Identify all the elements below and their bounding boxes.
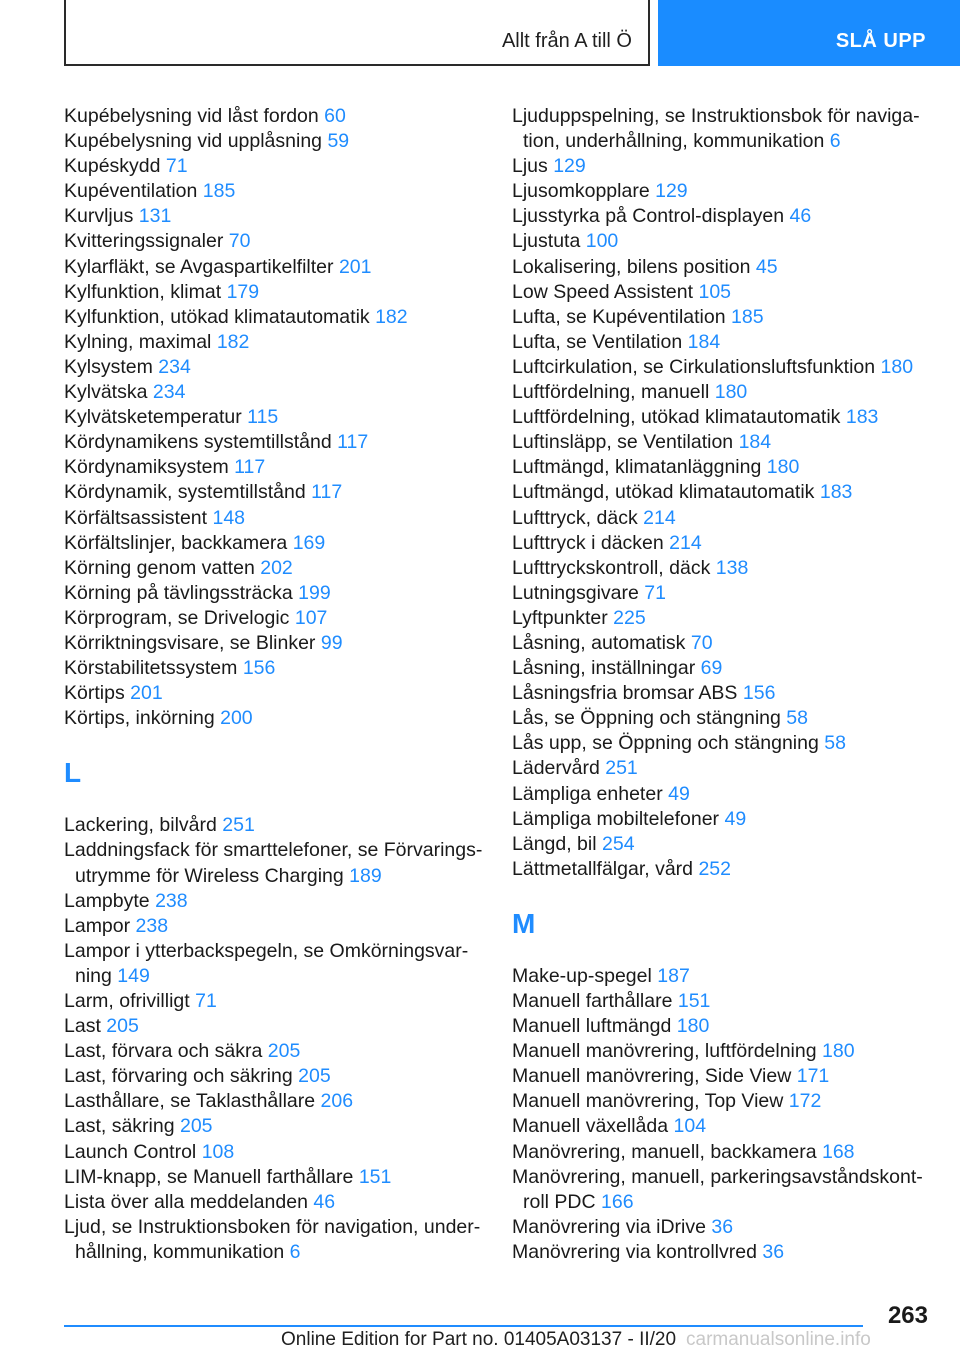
section-title-tab[interactable] — [64, 0, 650, 66]
page-reference-link[interactable]: 183 — [845, 406, 879, 429]
index-entry — [64, 1165, 484, 1190]
index-entry — [512, 964, 932, 989]
page-reference-link[interactable]: 172 — [788, 1090, 822, 1113]
index-entry-text: Lampor i ytterbackspegeln, se Omkörningsvar-ning — [64, 939, 469, 987]
index-entry-text: Luftmängd, klimatanläggning — [512, 456, 762, 479]
index-entry — [64, 681, 484, 706]
page-reference-link[interactable]: 71 — [644, 581, 666, 604]
index-entry — [512, 179, 932, 204]
page-reference-link[interactable]: 183 — [819, 481, 853, 504]
index-entry-text: Kupéventilation — [64, 180, 198, 203]
index-entry-text: Kylvätska — [64, 381, 148, 404]
index-entry-text: Lasthållare, se Taklasthållare — [64, 1090, 316, 1113]
page-reference-link[interactable]: 168 — [821, 1140, 855, 1163]
index-entry — [512, 104, 932, 154]
index-entry-text: Lufta, se Ventilation — [512, 330, 683, 353]
page-reference-link[interactable]: 70 — [690, 631, 713, 654]
page-reference-link[interactable]: 199 — [298, 581, 331, 604]
index-entry — [512, 581, 932, 606]
index-entry-text: Lufta, se Kupéventilation — [512, 305, 726, 328]
index-entry — [64, 1190, 484, 1215]
page-reference-link[interactable]: 180 — [766, 456, 800, 479]
index-entry — [64, 380, 484, 405]
index-entry — [64, 355, 484, 380]
page-reference-link[interactable]: 46 — [789, 205, 812, 228]
page-reference-link[interactable]: 104 — [673, 1115, 707, 1138]
page-number: 263 — [887, 1302, 928, 1329]
page-reference-link[interactable]: 180 — [880, 355, 914, 378]
page-reference-link[interactable]: 99 — [320, 631, 343, 654]
index-entry-text: Körstabilitetssystem — [64, 657, 238, 680]
index-group-m — [512, 964, 932, 1265]
index-entry-text: Kylning, maximal — [64, 330, 212, 353]
page-reference-link[interactable]: 117 — [311, 481, 343, 504]
index-entry-text: Körriktningsvisare, se Blinker — [64, 631, 316, 654]
page-reference-link[interactable]: 117 — [234, 456, 266, 479]
index-entry-text: Manövrering, manuell, parkeringsavståndskont-roll PDC — [512, 1165, 923, 1213]
index-entry — [64, 838, 484, 888]
page-reference-link[interactable]: 234 — [158, 355, 191, 378]
index-entry — [512, 355, 932, 380]
index-entry-text: Lokalisering, bilens position — [512, 255, 751, 278]
index-entry — [512, 1014, 932, 1039]
page-reference-link[interactable]: 184 — [738, 431, 772, 454]
index-entry — [64, 1140, 484, 1165]
index-entry-text: Ljud, se Instruktionsboken för navigation, under-hållning, kommunikation — [64, 1215, 481, 1263]
page-reference-link[interactable]: 251 — [605, 757, 638, 780]
page-reference-link[interactable]: 205 — [179, 1115, 213, 1138]
page-reference-link[interactable]: 166 — [601, 1190, 634, 1213]
page-reference-link[interactable]: 238 — [155, 889, 188, 912]
index-entry-text: Kylfunktion, klimat — [64, 280, 222, 303]
index-entry — [512, 405, 932, 430]
index-entry-text: Kupébelysning vid upplåsning — [64, 130, 323, 153]
index-entry — [64, 889, 484, 914]
index-entry-text: Lufttryckskontroll, däck — [512, 556, 711, 579]
index-entry-text: Kylfunktion, utökad klimatautomatik — [64, 305, 370, 328]
page-reference-link[interactable]: 100 — [585, 230, 619, 253]
page-reference-link[interactable]: 206 — [320, 1090, 354, 1113]
index-entry-text: Luftfördelning, utökad klimatautomatik — [512, 406, 841, 429]
index-entry — [512, 204, 932, 229]
index-entry-text: Lufttryck, däck — [512, 506, 638, 529]
page-reference-link[interactable]: 58 — [824, 732, 846, 755]
index-entry — [512, 731, 932, 756]
page-reference-link[interactable]: 156 — [742, 682, 776, 705]
index-entry-text: Last — [64, 1015, 101, 1038]
index-entry — [512, 807, 932, 832]
page-reference-link[interactable]: 205 — [298, 1065, 331, 1088]
index-entry — [64, 656, 484, 681]
index-entry-text: Kurvljus — [64, 205, 134, 228]
index-entry-text: Längd, bil — [512, 832, 597, 855]
index-entry — [64, 154, 484, 179]
index-entry-text: Manuell luftmängd — [512, 1015, 672, 1038]
index-entry — [64, 330, 484, 355]
index-entry — [64, 430, 484, 455]
page-reference-link[interactable]: 129 — [655, 180, 688, 203]
index-entry — [64, 455, 484, 480]
page-reference-link[interactable]: 200 — [220, 707, 253, 730]
index-entry-text: Lampbyte — [64, 889, 150, 912]
index-entry — [512, 1140, 932, 1165]
index-entry — [512, 556, 932, 581]
page-reference-link[interactable]: 169 — [292, 531, 326, 554]
page-reference-link[interactable]: 36 — [762, 1240, 785, 1263]
index-entry — [64, 280, 484, 305]
index-group-l — [64, 813, 484, 1265]
index-group-k — [64, 104, 484, 731]
page-reference-link[interactable]: 214 — [669, 531, 702, 554]
index-entry — [64, 229, 484, 254]
index-letter-m: M — [512, 907, 536, 939]
page-reference-link[interactable]: 187 — [657, 964, 690, 987]
index-entry-text: Manuell manövrering, luftfördelning — [512, 1040, 817, 1063]
index-entry-text: LIM-knapp, se Manuell farthållare — [64, 1165, 354, 1188]
index-entry — [64, 706, 484, 731]
index-entry-text: Luftfördelning, manuell — [512, 381, 710, 404]
index-entry-text: Ljusstyrka på Control-displayen — [512, 205, 785, 228]
index-entry — [64, 606, 484, 631]
footer-divider — [64, 1325, 863, 1327]
index-entry — [512, 430, 932, 455]
index-entry-text: Kylarfläkt, se Avgaspartikelfilter — [64, 255, 334, 278]
index-entry-text: Manuell farthållare — [512, 990, 673, 1012]
page-reference-link[interactable]: 60 — [324, 105, 346, 127]
page-reference-link[interactable]: 36 — [711, 1215, 734, 1238]
index-entry — [64, 531, 484, 556]
page-reference-link[interactable]: 182 — [216, 330, 250, 353]
page-reference-link[interactable]: 58 — [786, 707, 808, 730]
page-reference-link[interactable]: 179 — [226, 280, 260, 303]
page-reference-link[interactable]: 202 — [260, 556, 293, 579]
index-entry-text: Luftcirkulation, se Cirkulationsluftsfunktion — [512, 355, 876, 378]
index-entry — [512, 857, 932, 882]
index-entry — [512, 280, 932, 305]
index-entry-text: Ljusomkopplare — [512, 180, 650, 203]
index-entry-text: Larm, ofrivilligt — [64, 990, 190, 1012]
page-reference-link[interactable]: 148 — [212, 506, 246, 529]
index-entry — [64, 914, 484, 939]
page-reference-link[interactable]: 189 — [349, 864, 382, 887]
index-entry-text: Kylvätsketemperatur — [64, 406, 242, 429]
index-entry-text: Lufttryck i däcken — [512, 531, 664, 554]
index-entry-text: Lås upp, se Öppning och stängning — [512, 732, 819, 755]
index-entry-text: Lås, se Öppning och stängning — [512, 707, 781, 730]
index-entry — [512, 380, 932, 405]
index-group-l-cont — [512, 104, 932, 882]
page-reference-link[interactable]: 138 — [715, 556, 749, 579]
index-entry-text: Manuell manövrering, Side View — [512, 1065, 792, 1088]
page-reference-link[interactable]: 6 — [289, 1240, 301, 1263]
index-entry — [512, 1114, 932, 1139]
index-entry — [512, 656, 932, 681]
index-entry-text: Manuell växellåda — [512, 1115, 669, 1138]
index-entry — [512, 1165, 932, 1215]
lookup-button[interactable] — [658, 0, 960, 66]
index-column-right — [512, 104, 932, 1265]
page-reference-link[interactable]: 149 — [117, 964, 150, 987]
index-entry — [64, 305, 484, 330]
index-entry — [512, 989, 932, 1014]
index-entry-text: Kupéskydd — [64, 155, 161, 178]
page-reference-link[interactable]: 234 — [152, 381, 186, 404]
index-entry-text: Lättmetallfälgar, vård — [512, 857, 694, 880]
page-reference-link[interactable]: 180 — [822, 1040, 855, 1063]
page-reference-link[interactable]: 238 — [135, 914, 169, 937]
index-entry — [64, 1064, 484, 1089]
index-entry-text: Lyftpunkter — [512, 606, 608, 629]
index-entry-text: Manövrering via iDrive — [512, 1215, 706, 1238]
page-reference-link[interactable]: 49 — [668, 782, 690, 805]
index-entry — [512, 1240, 932, 1265]
index-entry-text: Ljustuta — [512, 230, 581, 253]
page-reference-link[interactable]: 182 — [375, 305, 408, 328]
index-entry-text: Körprogram, se Drivelogic — [64, 606, 290, 629]
index-entry — [64, 989, 484, 1014]
edition-note: Online Edition for Part no. 01405A03137 - II/20 — [281, 1329, 677, 1350]
index-entry-text: Körfältsassistent — [64, 506, 208, 529]
index-entry-text: Lista över alla meddelanden — [64, 1190, 308, 1213]
lookup-button-label: SLÅ UPP — [835, 30, 926, 52]
page-reference-link[interactable]: 108 — [201, 1140, 235, 1163]
index-entry — [512, 229, 932, 254]
index-entry — [512, 1215, 932, 1240]
index-entry-text: Laddningsfack för smarttelefoner, se Förvarings-utrymme för Wireless Charging — [64, 839, 483, 887]
page-reference-link[interactable]: 69 — [700, 657, 723, 680]
index-entry-text: Körtips, inkörning — [64, 707, 215, 730]
index-entry-text: Kördynamikens systemtillstånd — [64, 431, 332, 454]
index-entry — [64, 255, 484, 280]
index-entry — [512, 832, 932, 857]
index-letter-l: L — [64, 757, 82, 789]
index-entry-text: Manuell manövrering, Top View — [512, 1090, 784, 1113]
index-entry-text: Kördynamik, systemtillstånd — [64, 481, 306, 504]
index-entry-text: Låsning, automatisk — [512, 631, 686, 654]
index-entry — [512, 681, 932, 706]
index-entry — [512, 255, 932, 280]
index-entry — [64, 1089, 484, 1114]
index-entry — [512, 531, 932, 556]
index-entry — [64, 581, 484, 606]
page-reference-link[interactable]: 171 — [796, 1065, 830, 1088]
index-entry-text: Ljus — [512, 155, 548, 178]
page-reference-link[interactable]: 151 — [677, 990, 711, 1012]
page-reference-link[interactable]: 205 — [106, 1015, 139, 1038]
page-reference-link[interactable]: 254 — [602, 832, 635, 855]
index-entry — [64, 1114, 484, 1139]
index-entry — [64, 631, 484, 656]
index-entry — [64, 129, 484, 154]
index-entry-text: Kupébelysning vid låst fordon — [64, 105, 319, 127]
index-entry — [512, 480, 932, 505]
page-reference-link[interactable]: 184 — [687, 330, 721, 353]
index-entry — [64, 104, 484, 129]
page-reference-link[interactable]: 185 — [731, 305, 764, 328]
page-reference-link[interactable]: 131 — [138, 205, 172, 228]
page-reference-link[interactable]: 251 — [222, 814, 255, 837]
index-entry-text: Last, förvara och säkra — [64, 1040, 263, 1063]
index-entry — [64, 506, 484, 531]
index-entry-text: Körning genom vatten — [64, 556, 255, 579]
index-entry — [64, 204, 484, 229]
page-reference-link[interactable]: 115 — [247, 406, 279, 429]
page-reference-link[interactable]: 201 — [130, 682, 163, 705]
index-entry-text: Make-up-spegel — [512, 964, 652, 987]
index-entry — [512, 305, 932, 330]
page-reference-link[interactable]: 71 — [165, 155, 188, 178]
index-entry-text: Låsningsfria bromsar ABS — [512, 682, 738, 705]
index-entry-text: Körning på tävlingssträcka — [64, 581, 293, 604]
index-entry — [512, 756, 932, 781]
page-reference-link[interactable]: 185 — [202, 180, 236, 203]
index-entry-text: Lutningsgivare — [512, 581, 639, 604]
index-entry — [64, 813, 484, 838]
index-entry — [512, 706, 932, 731]
page-reference-link[interactable]: 225 — [613, 606, 646, 629]
page-reference-link[interactable]: 201 — [338, 255, 372, 278]
section-title: Allt från A till Ö — [501, 30, 632, 52]
index-entry — [512, 1089, 932, 1114]
index-entry-text: Last, förvaring och säkring — [64, 1065, 293, 1088]
index-entry-text: Låsning, inställningar — [512, 657, 696, 680]
index-entry — [512, 1064, 932, 1089]
page-reference-link[interactable]: 45 — [755, 255, 778, 278]
page-reference-link[interactable]: 59 — [327, 130, 350, 153]
index-entry-text: Lämpliga mobiltelefoner — [512, 807, 720, 830]
index-entry — [512, 1039, 932, 1064]
index-entry — [64, 556, 484, 581]
index-entry-text: Low Speed Assistent — [512, 280, 694, 303]
index-entry-text: Lädervård — [512, 757, 600, 780]
index-entry-text: Lampor — [64, 914, 131, 937]
index-entry — [512, 631, 932, 656]
index-entry-text: Lämpliga enheter — [512, 782, 663, 805]
index-entry-text: Körfältslinjer, backkamera — [64, 531, 288, 554]
index-entry — [512, 506, 932, 531]
page-reference-link[interactable]: 71 — [195, 990, 217, 1012]
page-reference-link[interactable]: 49 — [724, 807, 747, 830]
page-reference-link[interactable]: 107 — [294, 606, 328, 629]
index-entry — [64, 1039, 484, 1064]
page-reference-link[interactable]: 70 — [228, 230, 251, 253]
page-reference-link[interactable]: 151 — [358, 1165, 392, 1188]
page-reference-link[interactable]: 180 — [676, 1015, 710, 1038]
index-entry-text: Kylsystem — [64, 355, 153, 378]
header — [0, 0, 960, 66]
index-entry-text: Kvitteringssignaler — [64, 230, 224, 253]
watermark: carmanualsonline.info — [686, 1329, 871, 1350]
page-reference-link[interactable]: 46 — [313, 1190, 336, 1213]
index-entry — [512, 606, 932, 631]
page-reference-link[interactable]: 105 — [698, 280, 732, 303]
index-entry — [64, 405, 484, 430]
index-entry — [64, 939, 484, 989]
index-entry-text: Luftmängd, utökad klimatautomatik — [512, 481, 815, 504]
index-entry-text: Luftinsläpp, se Ventilation — [512, 431, 734, 454]
index-entry — [512, 330, 932, 355]
index-entry — [512, 782, 932, 807]
page-reference-link[interactable]: 117 — [337, 431, 369, 454]
index-entry-text: Ljuduppspelning, se Instruktionsbok för naviga-tion, underhållning, kommunikation — [512, 105, 920, 153]
page-reference-link[interactable]: 6 — [829, 130, 841, 153]
page-reference-link[interactable]: 214 — [643, 506, 676, 529]
page-reference-link[interactable]: 180 — [714, 381, 748, 404]
page-reference-link[interactable]: 205 — [267, 1040, 301, 1063]
index-entry — [64, 1215, 484, 1265]
index-entry-text: Manövrering via kontrollvred — [512, 1240, 757, 1263]
index-entry — [64, 480, 484, 505]
index-entry — [64, 179, 484, 204]
index-entry-text: Last, säkring — [64, 1115, 175, 1138]
index-entry-text: Lackering, bilvård — [64, 814, 217, 837]
page-reference-link[interactable]: 129 — [553, 155, 586, 178]
index-entry — [64, 1014, 484, 1039]
index-entry-text: Manövrering, manuell, backkamera — [512, 1140, 817, 1163]
index-entry-text: Körtips — [64, 682, 125, 705]
index-entry-text: Kördynamiksystem — [64, 456, 229, 479]
index-entry — [512, 455, 932, 480]
index-column-left — [64, 104, 484, 1265]
page-reference-link[interactable]: 156 — [242, 657, 276, 680]
page-reference-link[interactable]: 252 — [698, 857, 731, 880]
index-entry — [512, 154, 932, 179]
index-entry-text: Launch Control — [64, 1140, 197, 1163]
